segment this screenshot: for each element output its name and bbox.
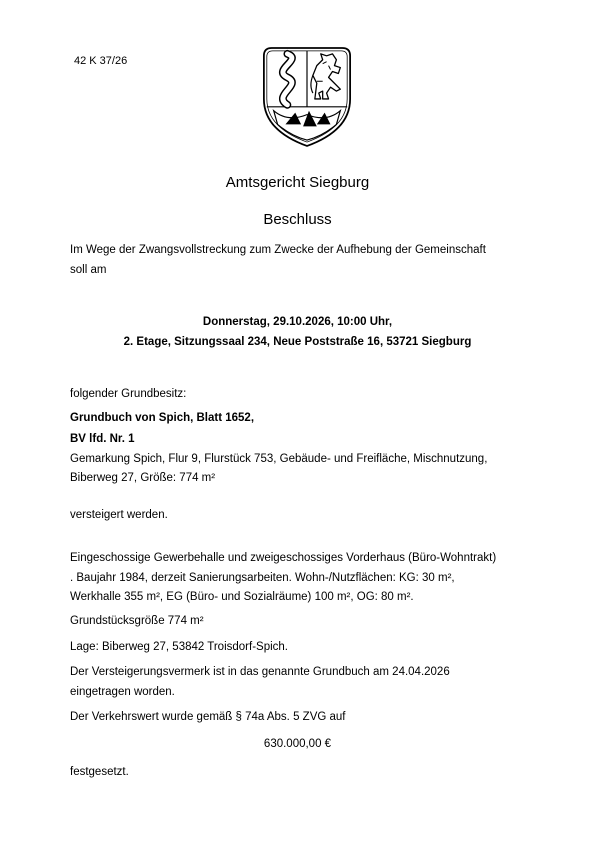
register-note-line-2: eingetragen worden. xyxy=(70,686,175,698)
nrw-coat-of-arms-icon xyxy=(258,42,356,150)
market-value-line: Der Verkehrswert wurde gemäß § 74a Abs. 5 ZVG auf xyxy=(70,711,346,723)
plot-size: Grundstücksgröße 774 m² xyxy=(70,615,204,627)
register-note-line-1: Der Versteigerungsvermerk ist in das genannte Grundbuch am 24.04.2026 xyxy=(70,666,450,678)
bv-number: BV lfd. Nr. 1 xyxy=(70,433,135,445)
description-line-1: Eingeschossige Gewerbehalle und zweigeschossiges Vorderhaus (Büro-Wohntrakt) xyxy=(70,552,497,564)
description-line-3: Werkhalle 355 m², EG (Büro- und Sozialräume) 100 m², OG: 80 m². xyxy=(70,591,414,603)
land-register: Grundbuch von Spich, Blatt 1652, xyxy=(70,412,255,424)
market-value-amount: 630.000,00 € xyxy=(263,738,332,750)
auctioned-text: versteigert werden. xyxy=(70,509,168,521)
document-heading: Beschluss xyxy=(263,211,332,228)
description-line-2: . Baujahr 1984, derzeit Sanierungsarbeiten. Wohn-/Nutzflächen: KG: 30 m², xyxy=(70,572,455,584)
court-name: Amtsgericht Siegburg xyxy=(225,174,370,191)
auction-date: Donnerstag, 29.10.2026, 10:00 Uhr, xyxy=(202,316,393,328)
auction-location: 2. Etage, Sitzungssaal 234, Neue Poststraße 16, 53721 Siegburg xyxy=(123,336,472,348)
parcel-line-2: Biberweg 27, Größe: 774 m² xyxy=(70,472,216,484)
fixed-text: festgesetzt. xyxy=(70,766,129,778)
intro-line-1: Im Wege der Zwangsvollstreckung zum Zwecke der Aufhebung der Gemeinschaft xyxy=(70,244,486,256)
parcel-line-1: Gemarkung Spich, Flur 9, Flurstück 753, Gebäude- und Freifläche, Mischnutzung, xyxy=(70,453,488,465)
intro-line-2: soll am xyxy=(70,264,107,276)
property-label: folgender Grundbesitz: xyxy=(70,388,187,400)
case-reference: 42 K 37/26 xyxy=(74,55,128,67)
property-location: Lage: Biberweg 27, 53842 Troisdorf-Spich. xyxy=(70,641,288,653)
